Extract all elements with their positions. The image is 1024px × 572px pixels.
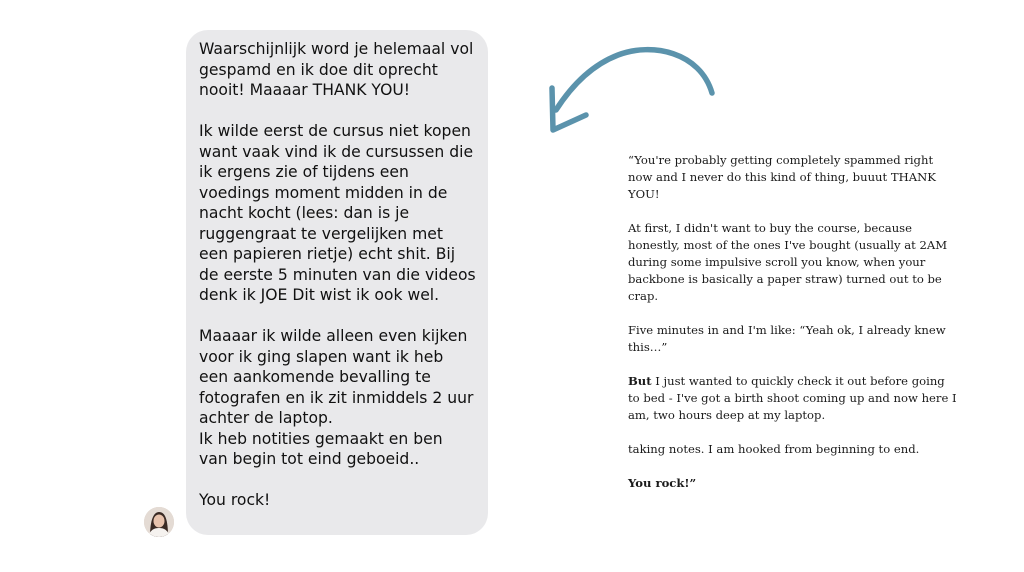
avatar — [144, 507, 174, 537]
translation-paragraph — [628, 475, 958, 492]
message-paragraph: Waarschijnlijk word je helemaal vol gespamd en ik doe dit oprecht nooit! Maaaar THANK YOU! — [199, 40, 474, 99]
translation-paragraph: taking notes. I am hooked from beginning to end. — [628, 442, 920, 456]
message-paragraph: Ik wilde eerst de cursus niet kopen want vaak vind ik de cursussen die ik ergens zie of tijdens een voedings moment midden in de nacht kocht (lees: dan is je ruggengraat te vergelijken met een papieren rietje) echt shit. Bij de eerste 5 minuten van die videos denk ik JOE Dit wist ik ook wel. — [199, 122, 476, 304]
translation-text: I just wanted to quickly check it out before going to bed - I've got a birth shoot coming up and now here I am, two hours deep at my laptop. — [628, 374, 957, 422]
translation-paragraph — [628, 373, 958, 424]
english-translation — [628, 152, 958, 509]
translation-closing: You rock!” — [628, 476, 697, 490]
message-paragraph: Ik heb notities gemaakt en ben van begin tot eind geboeid.. — [199, 429, 443, 468]
translation-bold-word: But — [628, 374, 652, 388]
translation-paragraph: “You're probably getting completely spammed right now and I never do this kind of thing, buuut THANK YOU! — [628, 153, 936, 201]
translation-paragraph: Five minutes in and I'm like: “Yeah ok, I already knew this…” — [628, 323, 946, 354]
message-paragraph: Maaaar ik wilde alleen even kijken voor ik ging slapen want ik heb een aankomende bevalling te fotografen en ik zit inmiddels 2 uur achter de laptop. — [199, 327, 474, 427]
message-bubble — [186, 30, 488, 535]
curved-arrow-icon — [540, 40, 730, 140]
translation-paragraph: At first, I didn't want to buy the course, because honestly, most of the ones I've bought (usually at 2AM during some impulsive scroll you know, when your backbone is basically a paper straw) turned out to be crap. — [628, 221, 948, 303]
avatar-photo-icon — [144, 507, 174, 537]
message-paragraph: You rock! — [199, 491, 271, 509]
